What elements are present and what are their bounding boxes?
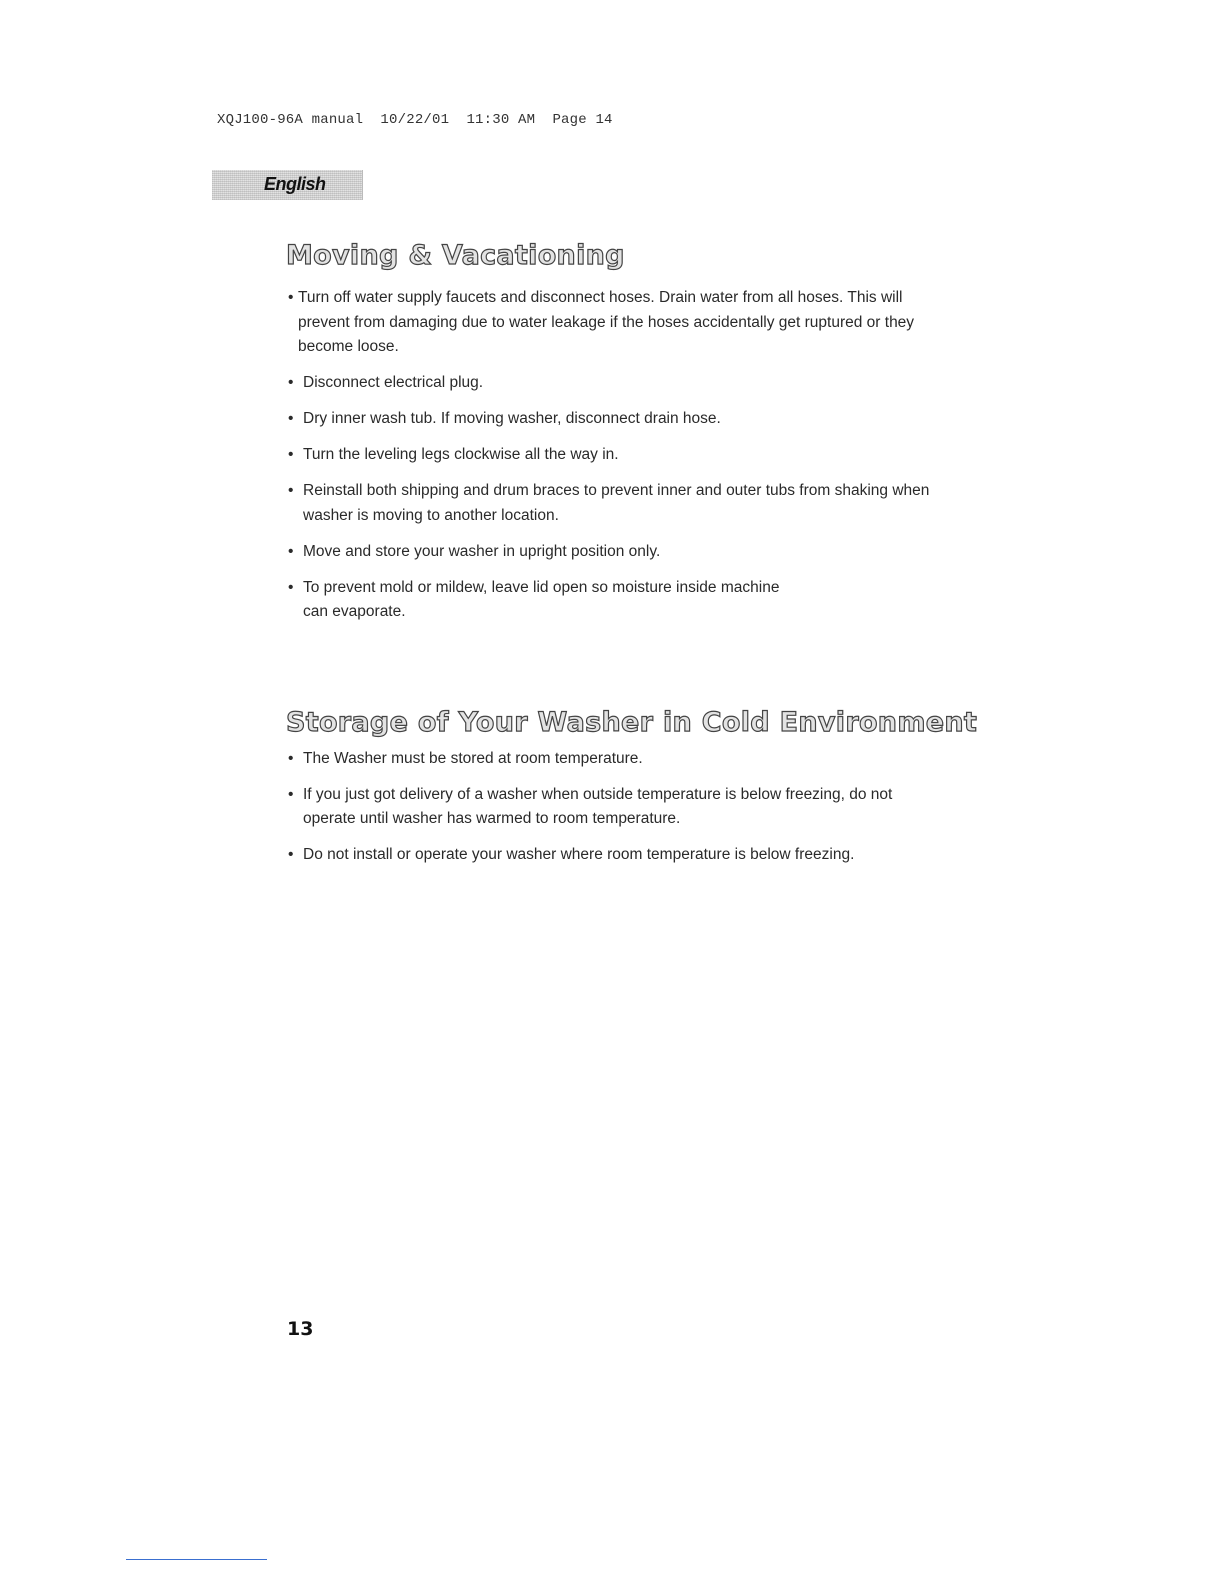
list-item — [287, 407, 947, 432]
bullet-icon: • — [288, 750, 294, 767]
list-item-text: Dry inner wash tub. If moving washer, disconnect drain hose. — [303, 410, 721, 427]
storage-bullet-list — [287, 747, 947, 878]
bullet-icon: • — [288, 785, 294, 803]
list-item — [287, 443, 947, 468]
bullet-icon: • — [288, 542, 294, 560]
list-item — [287, 747, 947, 772]
list-item-text: Reinstall both shipping and drum braces to prevent inner and outer tubs from shaking when washer is moving to another location. — [303, 482, 930, 524]
list-item — [287, 286, 947, 360]
list-item-text: The Washer must be stored at room temperature. — [303, 750, 643, 767]
list-item-text: To prevent mold or mildew, leave lid open so moisture inside machine can evaporate. — [303, 578, 780, 620]
print-header: XQJ100-96A manual 10/22/01 11:30 AM Page 14 — [217, 112, 613, 128]
list-item-text: Do not install or operate your washer where room temperature is below freezing. — [303, 845, 855, 863]
list-item-text: If you just got delivery of a washer when outside temperature is below freezing, do not operate until washer has warmed to room temperature. — [303, 785, 893, 827]
bullet-icon: • — [288, 482, 294, 499]
bullet-icon: • — [288, 845, 294, 863]
bullet-icon: • — [288, 578, 294, 596]
section-title-storage: Storage of Your Washer in Cold Environment — [286, 707, 978, 738]
moving-bullet-list — [287, 286, 947, 636]
list-item — [287, 783, 947, 832]
language-tab — [212, 170, 363, 200]
bullet-icon: • — [288, 446, 294, 463]
list-item — [287, 479, 947, 528]
bullet-icon: • — [288, 374, 294, 391]
language-tab-label: English — [264, 174, 326, 194]
list-item-text: Turn the leveling legs clockwise all the way in. — [303, 446, 619, 463]
section-title-moving: Moving & Vacationing — [286, 240, 625, 271]
bullet-icon: • — [288, 289, 294, 306]
page-number: 13 — [287, 1318, 314, 1340]
list-item — [287, 576, 783, 625]
list-item — [287, 371, 947, 396]
list-item-text: Turn off water supply faucets and disconnect hoses. Drain water from all hoses. This will prevent from damaging due to water leakage if the hoses accidentally get ruptured or they become loose. — [298, 289, 915, 355]
list-item — [287, 843, 947, 868]
bullet-icon: • — [288, 410, 294, 427]
footer-rule — [126, 1559, 267, 1560]
list-item — [287, 540, 947, 565]
list-item-text: Move and store your washer in upright position only. — [303, 542, 661, 560]
list-item-text: Disconnect electrical plug. — [303, 374, 484, 391]
